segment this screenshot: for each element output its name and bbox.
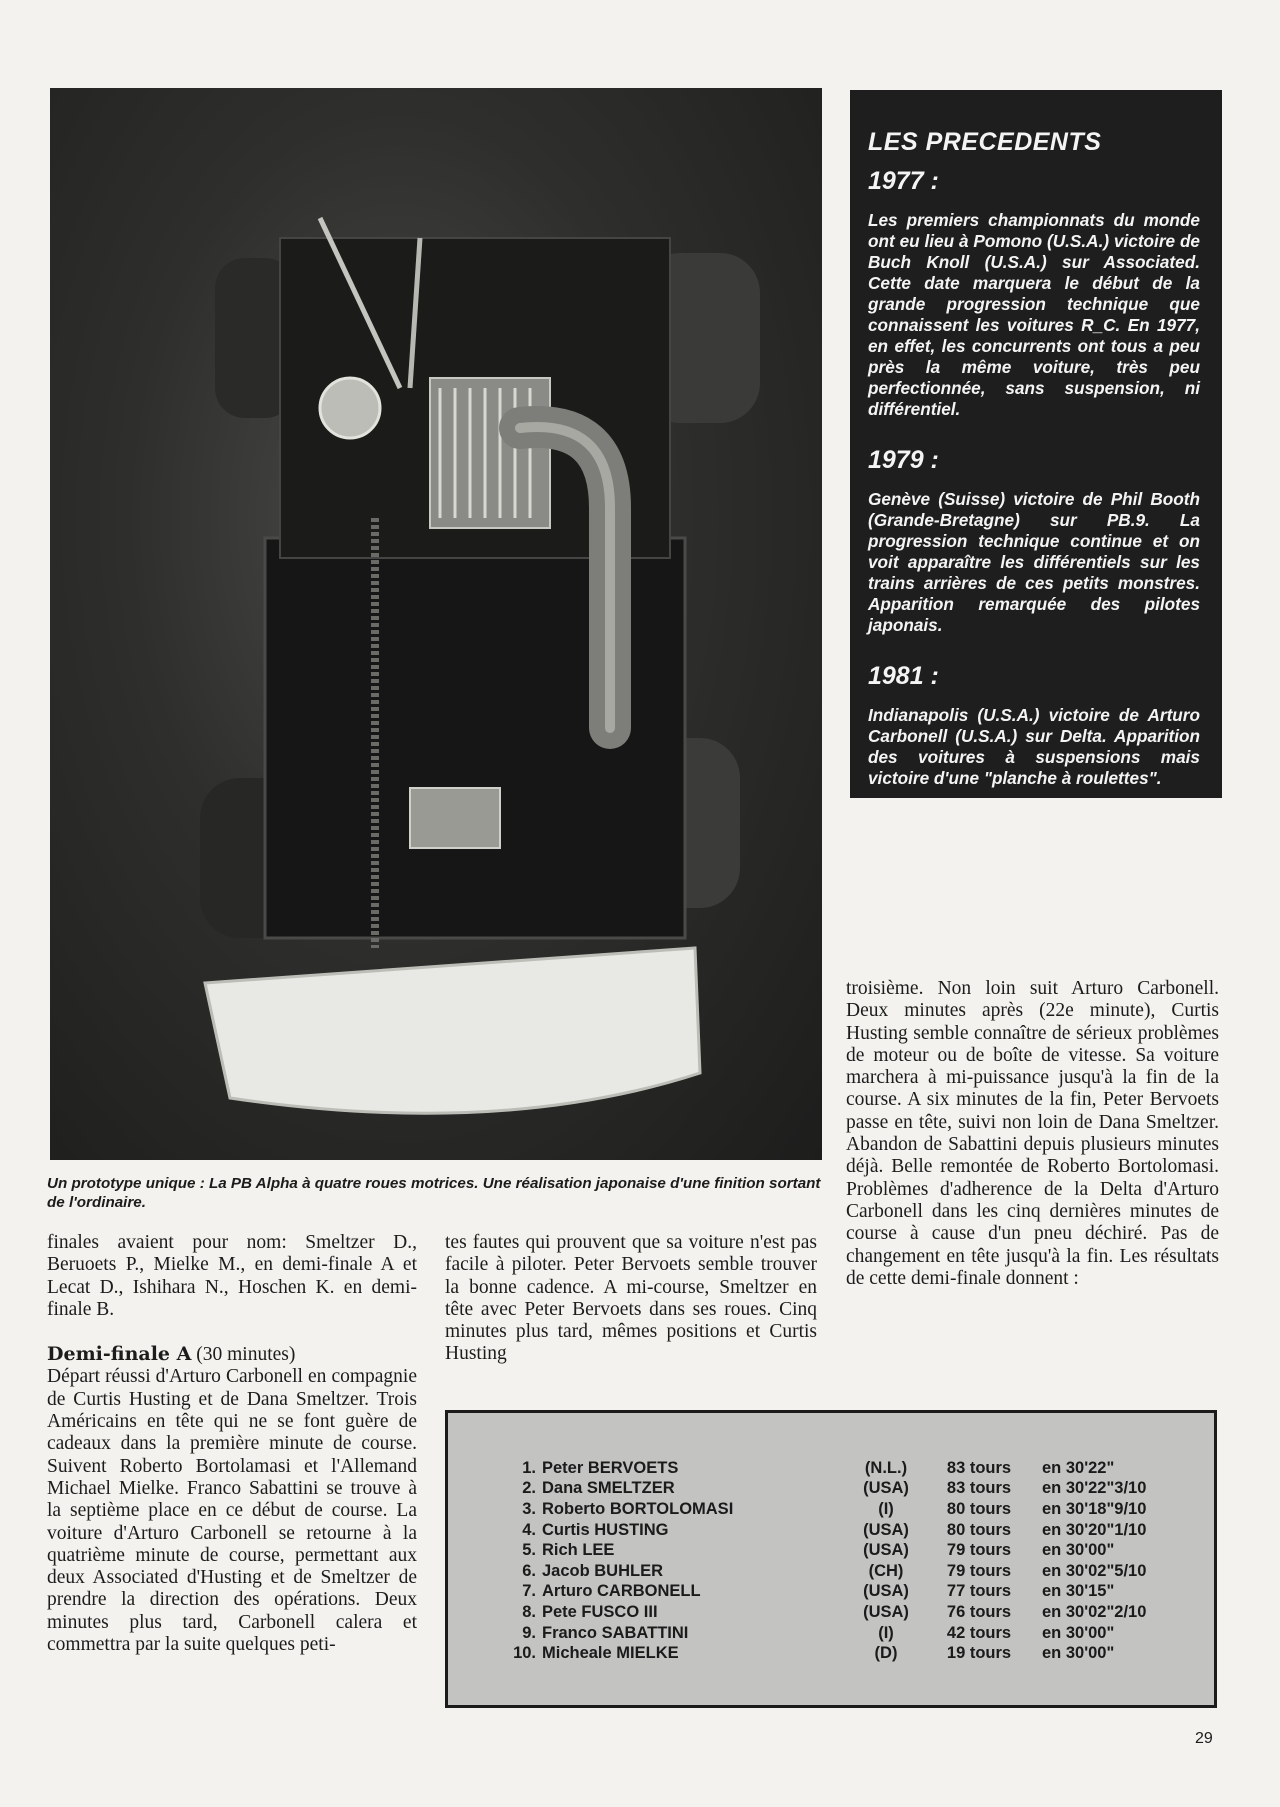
results-table <box>506 1458 1162 1664</box>
result-name: Dana SMELTZER <box>542 1479 675 1498</box>
result-country: (N.L.) <box>864 1458 908 1477</box>
result-laps: 79 tours <box>946 1541 1012 1560</box>
result-country: (USA) <box>863 1582 909 1601</box>
article-column-2 <box>445 1232 817 1366</box>
result-time: en 30'20"1/10 <box>1042 1520 1147 1539</box>
results-row <box>506 1540 1162 1561</box>
sidebar-year: 1981 : <box>868 662 939 690</box>
fuel-tank <box>320 378 380 438</box>
results-row <box>506 1520 1162 1541</box>
result-time: en 30'15" <box>1042 1582 1115 1601</box>
result-laps: 80 tours <box>946 1499 1012 1518</box>
result-country: (CH) <box>868 1561 904 1580</box>
result-time: en 30'00" <box>1042 1644 1115 1663</box>
result-name: Jacob BUHLER <box>542 1561 664 1580</box>
results-box <box>445 1410 1217 1708</box>
result-time: en 30'18"9/10 <box>1042 1499 1147 1518</box>
result-name: Franco SABATTINI <box>542 1623 689 1642</box>
results-row <box>506 1582 1162 1603</box>
sidebar-text: Les premiers championnats du monde ont eu lieu à Pomono (U.S.A.) victoire de Buch Knoll (U.S.A.) sur Associated. Cette date marquera le début de la grande progression technique que connaissent les voitures R_C. En 1977, en effet, les concurrents ont tous a peu près la même voiture, très peu perfectionnée, sans suspension, ni différentiel. <box>868 210 1200 419</box>
result-time: en 30'00" <box>1042 1541 1115 1560</box>
result-name: Pete FUSCO III <box>542 1602 658 1621</box>
result-rank: 1. <box>522 1458 536 1477</box>
result-rank: 6. <box>522 1561 536 1580</box>
sidebar-year: 1979 : <box>868 446 939 474</box>
result-rank: 8. <box>522 1602 536 1621</box>
section-subhead <box>47 1343 417 1366</box>
result-rank: 4. <box>522 1520 536 1539</box>
result-name: Arturo CARBONELL <box>542 1582 701 1601</box>
result-name: Rich LEE <box>542 1541 615 1560</box>
rear-wing <box>205 948 700 1113</box>
article-column-3 <box>846 978 1219 1290</box>
result-laps: 79 tours <box>946 1561 1012 1580</box>
result-laps: 83 tours <box>946 1479 1012 1498</box>
result-country: (USA) <box>863 1479 909 1498</box>
result-name: Micheale MIELKE <box>542 1644 679 1663</box>
result-rank: 7. <box>522 1582 536 1601</box>
result-rank: 9. <box>522 1623 536 1642</box>
result-time: en 30'00" <box>1042 1623 1115 1642</box>
result-rank: 3. <box>522 1499 536 1518</box>
rc-car-photo <box>50 88 822 1160</box>
column-1-intro: finales avaient pour nom: Smeltzer D., Beruoets P., Mielke M., en demi-finale A et Lecat D., Ishihara N., Hoschen K. en demi-finale B. <box>47 1232 417 1320</box>
photo-caption: Un prototype unique : La PB Alpha à quatre roues motrices. Une réalisation japonaise d'une finition sortant de l'ordinaire. <box>47 1175 821 1211</box>
result-country: (I) <box>878 1623 894 1642</box>
sidebar-precedents <box>850 90 1222 798</box>
article-column-1 <box>47 1232 417 1656</box>
result-laps: 83 tours <box>946 1458 1012 1477</box>
result-rank: 10. <box>513 1644 536 1663</box>
page-number: 29 <box>1195 1730 1213 1747</box>
result-country: (USA) <box>863 1520 909 1539</box>
engine-block <box>430 378 550 528</box>
result-laps: 80 tours <box>946 1520 1012 1539</box>
result-time: en 30'02"2/10 <box>1042 1602 1147 1621</box>
results-row <box>506 1479 1162 1500</box>
result-name: Peter BERVOETS <box>542 1458 679 1477</box>
rc-car-chassis-illustration <box>50 88 822 1160</box>
result-name: Curtis HUSTING <box>542 1520 669 1539</box>
result-time: en 30'22" <box>1042 1458 1115 1477</box>
result-laps: 76 tours <box>946 1602 1012 1621</box>
result-name: Roberto BORTOLOMASI <box>542 1499 734 1518</box>
result-rank: 2. <box>522 1479 536 1498</box>
result-country: (USA) <box>863 1541 909 1560</box>
results-row <box>506 1602 1162 1623</box>
result-country: (USA) <box>863 1602 909 1621</box>
results-row <box>506 1499 1162 1520</box>
sidebar-year: 1977 : <box>868 167 939 195</box>
column-3-body: troisième. Non loin suit Arturo Carbonell. Deux minutes après (22e minute), Curtis Husting semble connaître de sérieux problèmes de moteur ou de boîte de vitesse. Sa voiture marchera à mi-puissance jusqu'à la fin de la course. A six minutes de la fin, Peter Bervoets passe en tête, suivi non loin de Dana Smeltzer. Abandon de Sabattini depuis plusieurs minutes déjà. Belle remontée de Roberto Bortolomasi. Problèmes d'adherence de la Delta d'Arturo Carbonell dans les cinq dernières minutes de course à cause d'un pneu déchiré. Pas de changement en tête jusqu'à la fin. Les résultats de cette demi-finale donnent : <box>846 978 1219 1289</box>
result-laps: 19 tours <box>946 1644 1012 1663</box>
subhead-title: Demi-finale A <box>47 1343 192 1366</box>
results-row <box>506 1561 1162 1582</box>
result-country: (I) <box>878 1499 894 1518</box>
sidebar-text: Genève (Suisse) victoire de Phil Booth (Grande-Bretagne) sur PB.9. La progression technique continue et on voit apparaître les différentiels sur les trains arrières de ces petits monstres. Apparition remarquée des pilotes japonais. <box>868 489 1200 635</box>
result-time: en 30'02"5/10 <box>1042 1561 1147 1580</box>
results-row <box>506 1623 1162 1644</box>
column-1-body: Départ réussi d'Arturo Carbonell en compagnie de Curtis Husting et de Dana Smeltzer. Trois Américains en tête qui ne se font guère de cadeaux dans la première minute de course. Suivent Roberto Bortolamasi et l'Allemand Michael Mielke. Franco Sabattini se trouve à la septième place en ce début de course. La voiture d'Arturo Carbonell se retourne à la quatrième minute de course, permettant aux deux Associated d'Husting et de Smeltzer de prendre la direction des opérations. Deux minutes plus tard, Carbonell calera et commettra par la suite quelques peti- <box>47 1366 417 1656</box>
sidebar-title: LES PRECEDENTS <box>868 128 1102 156</box>
results-row <box>506 1643 1162 1664</box>
result-laps: 77 tours <box>946 1582 1012 1601</box>
result-time: en 30'22"3/10 <box>1042 1479 1147 1498</box>
result-rank: 5. <box>522 1541 536 1560</box>
results-row <box>506 1458 1162 1479</box>
column-2-body: tes fautes qui prouvent que sa voiture n'est pas facile à piloter. Peter Bervoets semble trouver la bonne cadence. A mi-course, Smeltzer en tête avec Peter Bervoets dans ses roues. Cinq minutes plus tard, mêmes positions et Curtis Husting <box>445 1232 817 1365</box>
result-country: (D) <box>874 1644 898 1663</box>
sidebar-text: Indianapolis (U.S.A.) victoire de Arturo Carbonell (U.S.A.) sur Delta. Apparition des voitures à suspensions mais victoire d'une "planche à roulettes". <box>868 705 1200 788</box>
result-laps: 42 tours <box>946 1623 1012 1642</box>
rear-gearbox <box>410 788 500 848</box>
subhead-duration: (30 minutes) <box>191 1344 296 1366</box>
